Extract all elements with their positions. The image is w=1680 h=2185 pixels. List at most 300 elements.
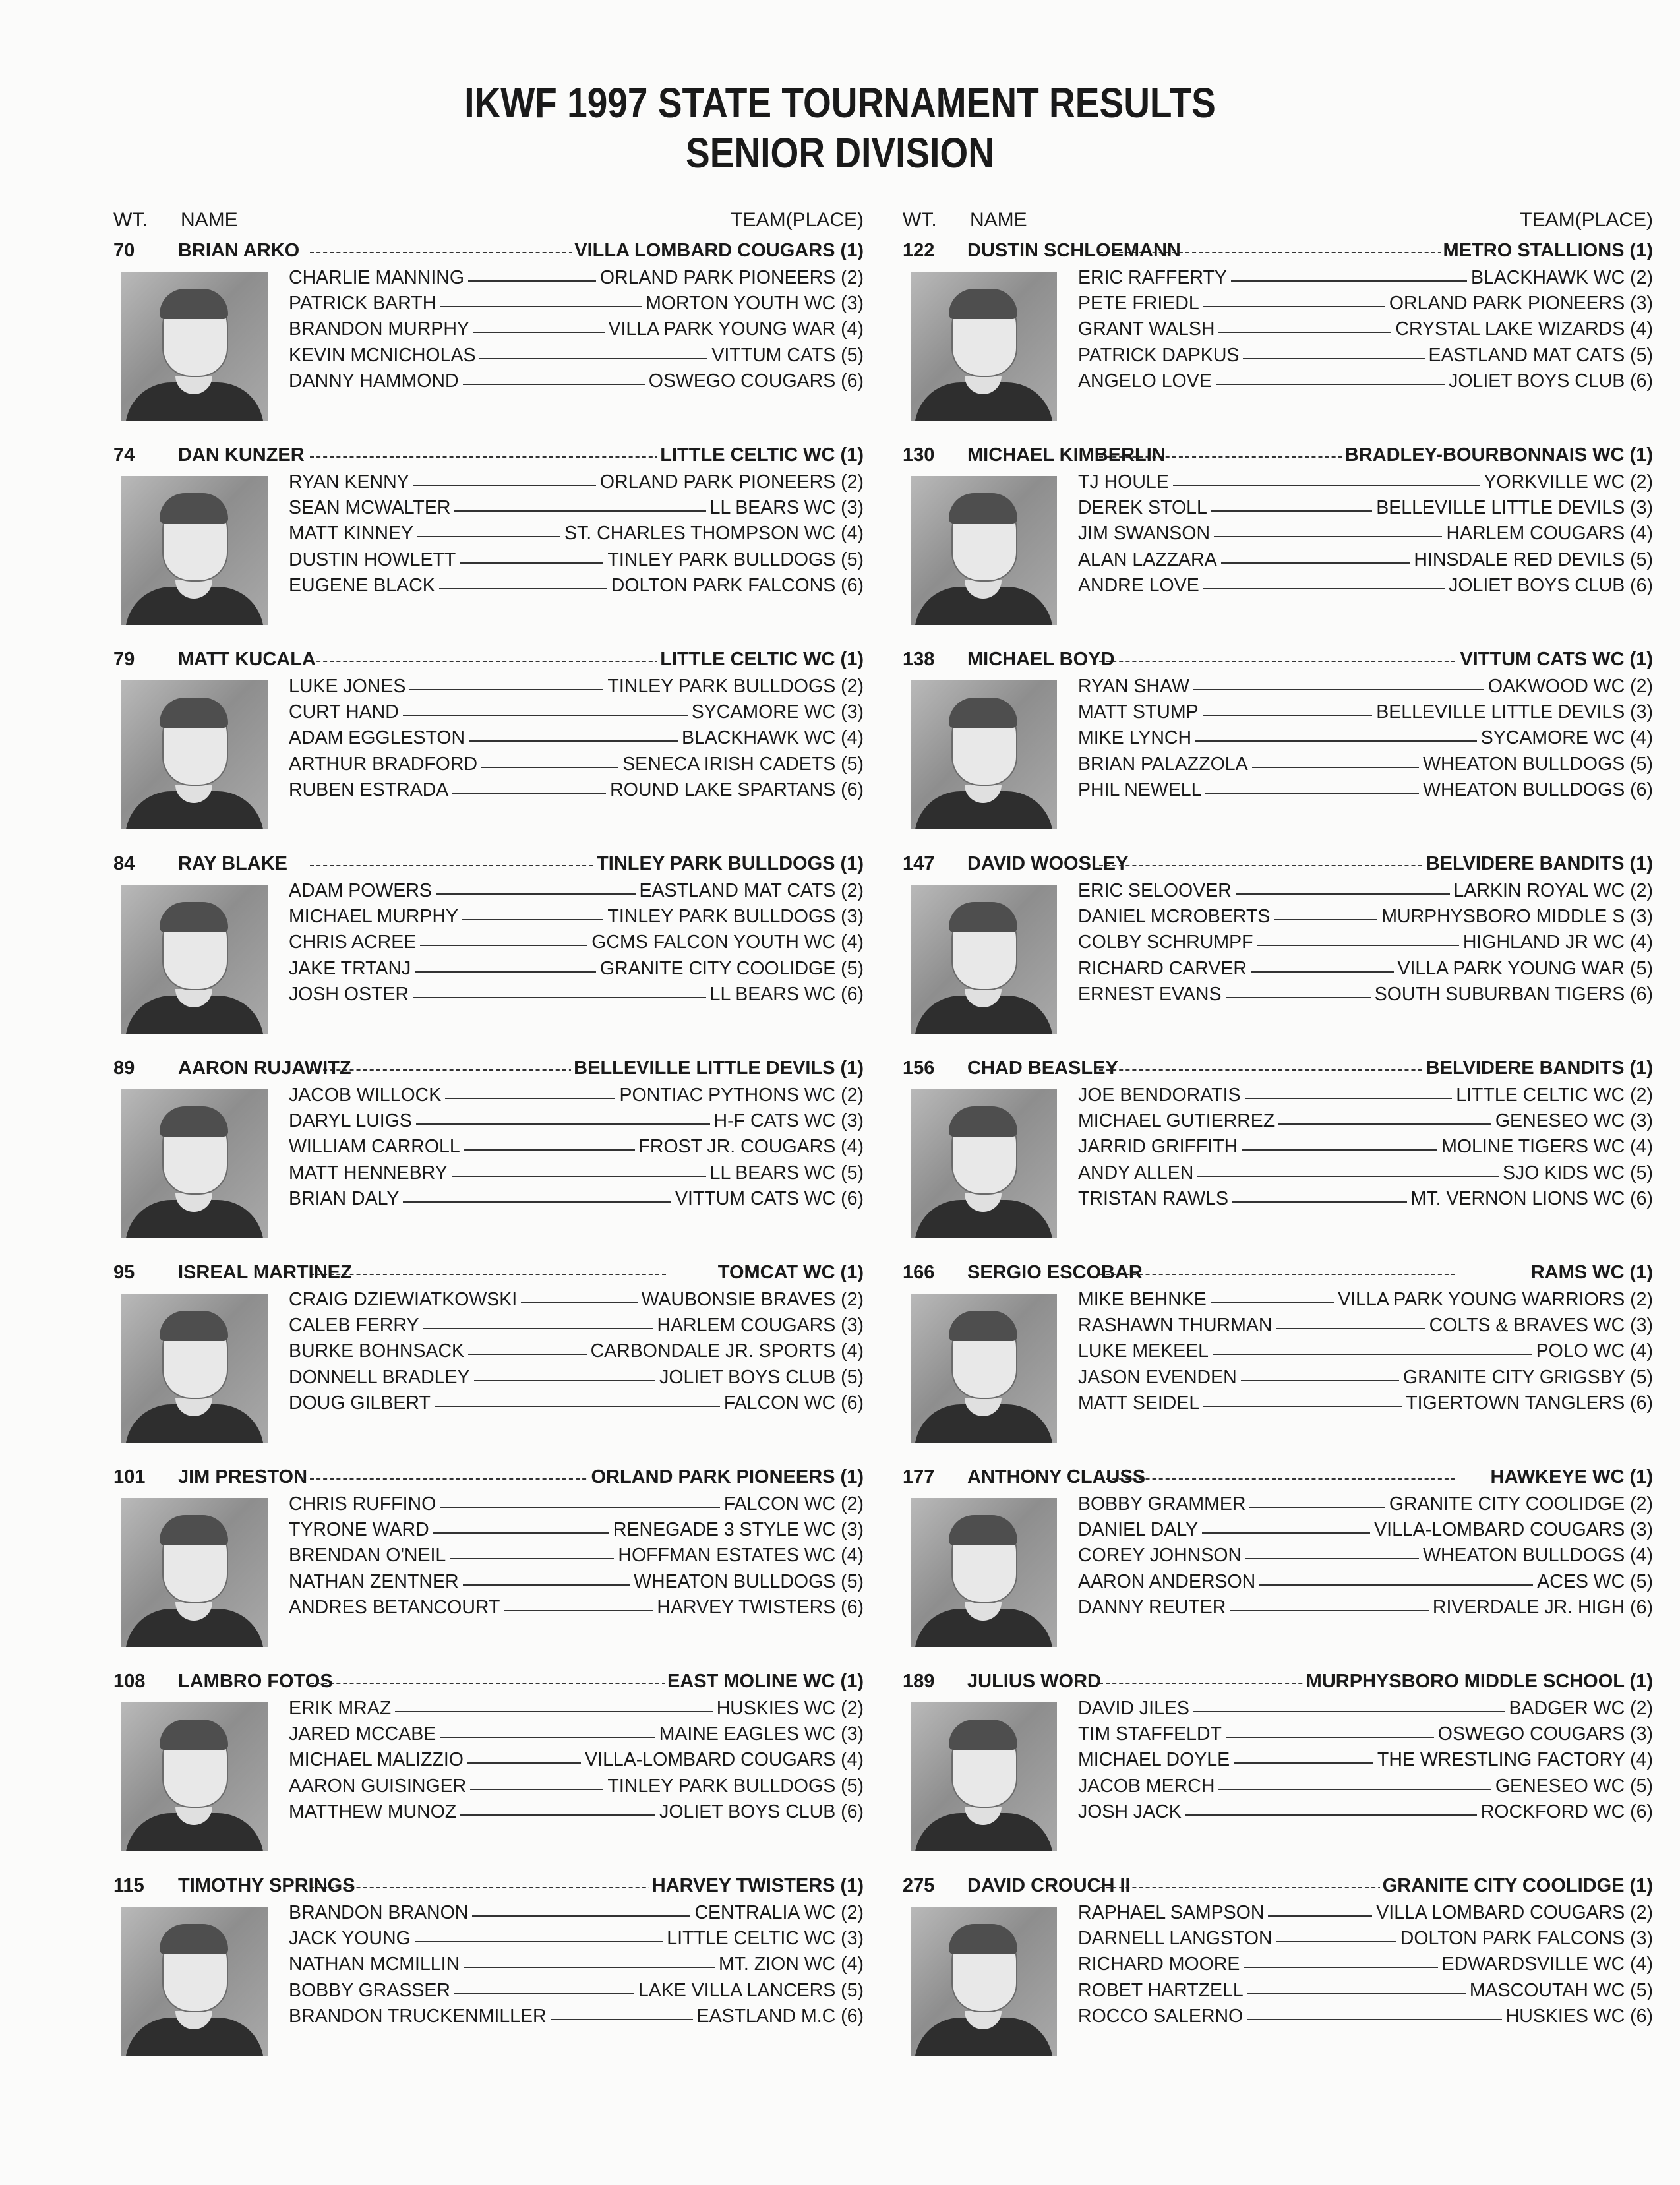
placer-team: RENEGADE 3 STYLE WC (3) bbox=[609, 1517, 864, 1543]
placer-name: JASON EVENDEN bbox=[1078, 1365, 1241, 1391]
placer-team: VILLA LOMBARD COUGARS (2) bbox=[1372, 1900, 1653, 1926]
weight-class: 189 bbox=[903, 1671, 935, 1692]
placer-name: RICHARD CARVER bbox=[1078, 956, 1251, 982]
placer-team: ROCKFORD WC (6) bbox=[1477, 1799, 1653, 1825]
leader-line bbox=[1099, 1069, 1455, 1071]
placer-name: ROCCO SALERNO bbox=[1078, 2004, 1247, 2029]
weight-class-section bbox=[112, 1054, 864, 1258]
placer-row bbox=[289, 904, 864, 930]
left-column bbox=[112, 206, 864, 2027]
placer-row bbox=[1078, 1799, 1653, 1825]
champion-name: MICHAEL KIMBERLIN bbox=[967, 444, 1166, 465]
champion-photo bbox=[121, 1702, 268, 1851]
weight-class: 84 bbox=[113, 853, 135, 874]
placer-team: YORKVILLE WC (2) bbox=[1480, 469, 1653, 495]
placer-name: BRIAN DALY bbox=[289, 1186, 403, 1212]
placer-row bbox=[289, 1747, 864, 1773]
champion-name: AARON RUJAWITZ bbox=[178, 1058, 351, 1079]
placer-team: BADGER WC (2) bbox=[1505, 1696, 1653, 1721]
placer-row bbox=[1078, 469, 1653, 495]
placer-name: CHARLIE MANNING bbox=[289, 265, 468, 291]
placer-row bbox=[1078, 1774, 1653, 1799]
placer-name: JACOB WILLOCK bbox=[289, 1083, 445, 1108]
leader-line bbox=[310, 661, 666, 662]
placer-name: NATHAN MCMILLIN bbox=[289, 1952, 464, 1977]
placer-name: RICHARD MOORE bbox=[1078, 1952, 1244, 1977]
placer-row bbox=[1078, 2004, 1653, 2029]
placer-row bbox=[289, 1721, 864, 1747]
placer-name: RYAN SHAW bbox=[1078, 674, 1193, 700]
placer-row bbox=[289, 1391, 864, 1416]
placer-name: BRANDON MURPHY bbox=[289, 316, 473, 342]
photo-hair bbox=[949, 1106, 1017, 1137]
placer-row bbox=[1078, 725, 1653, 751]
placer-team: GENESEO WC (5) bbox=[1491, 1774, 1653, 1799]
placer-list bbox=[289, 1696, 864, 1825]
champion-name: LAMBRO FOTOS bbox=[178, 1671, 333, 1692]
placer-team: ROUND LAKE SPARTANS (6) bbox=[606, 777, 864, 803]
placer-team: VITTUM CATS WC (6) bbox=[671, 1186, 864, 1212]
champion-row bbox=[112, 1054, 864, 1083]
photo-hair bbox=[949, 1515, 1017, 1545]
placer-team: HARLEM COUGARS (4) bbox=[1442, 521, 1653, 547]
placer-row bbox=[1078, 1083, 1653, 1108]
champion-row bbox=[901, 1667, 1653, 1696]
placer-name: BRENDAN O'NEIL bbox=[289, 1543, 450, 1569]
placer-row bbox=[1078, 752, 1653, 777]
placer-team: EDWARDSVILLE WC (4) bbox=[1438, 1952, 1653, 1977]
photo-hair bbox=[160, 493, 228, 524]
placer-team: CARBONDALE JR. SPORTS (4) bbox=[587, 1338, 864, 1364]
page-title: IKWF 1997 STATE TOURNAMENT RESULTS bbox=[464, 79, 1216, 127]
placer-name: CHRIS ACREE bbox=[289, 930, 420, 955]
placer-row bbox=[1078, 316, 1653, 342]
placer-row bbox=[289, 1108, 864, 1134]
placer-name: DARNELL LANGSTON bbox=[1078, 1926, 1276, 1952]
placer-name: MATT KINNEY bbox=[289, 521, 417, 547]
placer-name: JACOB MERCH bbox=[1078, 1774, 1218, 1799]
placer-row bbox=[289, 1338, 864, 1364]
team-header: TEAM(PLACE) bbox=[1520, 209, 1653, 231]
leader-line bbox=[310, 456, 666, 458]
photo-hair bbox=[949, 1311, 1017, 1341]
placer-row bbox=[289, 1134, 864, 1160]
placer-team: HINSDALE RED DEVILS (5) bbox=[1410, 547, 1653, 573]
placer-row bbox=[1078, 521, 1653, 547]
champion-photo bbox=[121, 1294, 268, 1443]
placer-name: BOBBY GRASSER bbox=[289, 1978, 454, 2004]
champion-row bbox=[112, 1871, 864, 1900]
photo-hair bbox=[949, 1924, 1017, 1954]
placer-team: EASTLAND M.C (6) bbox=[693, 2004, 864, 2029]
champion-team: TOMCAT WC (1) bbox=[715, 1258, 864, 1287]
weight-class-section bbox=[112, 1462, 864, 1667]
placer-name: BRANDON BRANON bbox=[289, 1900, 472, 1926]
placer-name: RASHAWN THURMAN bbox=[1078, 1313, 1276, 1338]
placer-team: TIGERTOWN TANGLERS (6) bbox=[1402, 1391, 1653, 1416]
weight-class-section bbox=[901, 1667, 1653, 1871]
placer-row bbox=[1078, 956, 1653, 982]
weight-class: 108 bbox=[113, 1671, 146, 1692]
placer-row bbox=[289, 495, 864, 521]
placer-team: GENESEO WC (3) bbox=[1491, 1108, 1653, 1134]
placer-team: JOLIET BOYS CLUB (6) bbox=[655, 1799, 864, 1825]
placer-name: DANNY REUTER bbox=[1078, 1595, 1230, 1621]
placer-name: WILLIAM CARROLL bbox=[289, 1134, 464, 1160]
placer-name: JARRID GRIFFITH bbox=[1078, 1134, 1242, 1160]
champion-row bbox=[112, 1667, 864, 1696]
placer-team: ST. CHARLES THOMPSON WC (4) bbox=[560, 521, 864, 547]
champion-photo bbox=[121, 1907, 268, 2056]
placer-row bbox=[1078, 700, 1653, 725]
placer-row bbox=[289, 1696, 864, 1721]
placer-row bbox=[1078, 1696, 1653, 1721]
champion-name: JIM PRESTON bbox=[178, 1466, 308, 1487]
placer-name: JOSH OSTER bbox=[289, 982, 413, 1007]
placer-row bbox=[289, 1952, 864, 1977]
champion-team: RAMS WC (1) bbox=[1528, 1258, 1653, 1287]
placer-name: ALAN LAZZARA bbox=[1078, 547, 1221, 573]
placer-team: ORLAND PARK PIONEERS (2) bbox=[596, 265, 864, 291]
column-header bbox=[112, 206, 864, 235]
placer-team: BLACKHAWK WC (2) bbox=[1467, 265, 1653, 291]
photo-hair bbox=[160, 1515, 228, 1545]
placer-team: VILLA-LOMBARD COUGARS (4) bbox=[581, 1747, 864, 1773]
champion-team: BELVIDERE BANDITS (1) bbox=[1424, 1054, 1653, 1083]
placer-team: SYCAMORE WC (4) bbox=[1477, 725, 1653, 751]
weight-class: 275 bbox=[903, 1875, 935, 1896]
weight-class: 138 bbox=[903, 649, 935, 670]
placer-row bbox=[289, 878, 864, 904]
page-subtitle: SENIOR DIVISION bbox=[686, 129, 994, 177]
weight-class: 156 bbox=[903, 1058, 935, 1079]
placer-name: PETE FRIEDL bbox=[1078, 291, 1203, 316]
placer-team: MT. ZION WC (4) bbox=[715, 1952, 864, 1977]
team-header: TEAM(PLACE) bbox=[731, 209, 864, 231]
placer-name: ANDY ALLEN bbox=[1078, 1160, 1197, 1186]
placer-list bbox=[1078, 1491, 1653, 1621]
placer-row bbox=[1078, 1160, 1653, 1186]
placer-team: WHEATON BULLDOGS (6) bbox=[1419, 777, 1653, 803]
placer-row bbox=[1078, 1569, 1653, 1595]
champion-photo bbox=[121, 476, 268, 625]
placer-row bbox=[289, 1900, 864, 1926]
placer-row bbox=[289, 956, 864, 982]
placer-name: AARON GUISINGER bbox=[289, 1774, 470, 1799]
weight-class: 177 bbox=[903, 1466, 935, 1487]
placer-row bbox=[289, 1365, 864, 1391]
photo-hair bbox=[949, 698, 1017, 728]
weight-class: 115 bbox=[113, 1875, 144, 1896]
champion-row bbox=[901, 1258, 1653, 1287]
placer-row bbox=[289, 700, 864, 725]
placer-row bbox=[1078, 1543, 1653, 1569]
placer-team: SYCAMORE WC (3) bbox=[688, 700, 864, 725]
champion-row bbox=[112, 645, 864, 674]
placer-team: HUSKIES WC (6) bbox=[1502, 2004, 1653, 2029]
weight-class: 79 bbox=[113, 649, 135, 670]
placer-team: LITTLE CELTIC WC (2) bbox=[1452, 1083, 1653, 1108]
placer-team: HUSKIES WC (2) bbox=[713, 1696, 864, 1721]
placer-row bbox=[1078, 904, 1653, 930]
placer-team: TINLEY PARK BULLDOGS (5) bbox=[603, 1774, 864, 1799]
placer-name: TIM STAFFELDT bbox=[1078, 1721, 1226, 1747]
placer-row bbox=[289, 725, 864, 751]
champion-row bbox=[901, 440, 1653, 469]
placer-team: SJO KIDS WC (5) bbox=[1499, 1160, 1653, 1186]
champion-team: BELLEVILLE LITTLE DEVILS (1) bbox=[571, 1054, 864, 1083]
champion-photo bbox=[121, 272, 268, 421]
champion-photo bbox=[911, 680, 1057, 829]
placer-row bbox=[1078, 547, 1653, 573]
placer-name: MICHAEL MURPHY bbox=[289, 904, 462, 930]
placer-row bbox=[289, 1186, 864, 1212]
placer-team: POLO WC (4) bbox=[1532, 1338, 1653, 1364]
placer-team: LITTLE CELTIC WC (3) bbox=[663, 1926, 864, 1952]
photo-hair bbox=[160, 902, 228, 932]
placer-name: COREY JOHNSON bbox=[1078, 1543, 1245, 1569]
placer-name: JOSH JACK bbox=[1078, 1799, 1185, 1825]
placer-row bbox=[1078, 1134, 1653, 1160]
placer-team: DOLTON PARK FALCONS (3) bbox=[1396, 1926, 1653, 1952]
placer-name: ERIK MRAZ bbox=[289, 1696, 395, 1721]
placer-name: ARTHUR BRADFORD bbox=[289, 752, 481, 777]
placer-team: WHEATON BULLDOGS (4) bbox=[1419, 1543, 1653, 1569]
placer-team: MORTON YOUTH WC (3) bbox=[642, 291, 864, 316]
placer-row bbox=[1078, 369, 1653, 394]
placer-name: LUKE MEKEEL bbox=[1078, 1338, 1213, 1364]
placer-team: ACES WC (5) bbox=[1533, 1569, 1653, 1595]
placer-name: DARYL LUIGS bbox=[289, 1108, 416, 1134]
placer-team: FALCON WC (6) bbox=[720, 1391, 864, 1416]
champion-team: VITTUM CATS WC (1) bbox=[1457, 645, 1653, 674]
placer-name: JACK YOUNG bbox=[289, 1926, 415, 1952]
champion-name: DAVID WOOSLEY bbox=[967, 853, 1129, 874]
weight-class-section bbox=[901, 1871, 1653, 2076]
placer-name: DONNELL BRADLEY bbox=[289, 1365, 474, 1391]
placer-name: MICHAEL DOYLE bbox=[1078, 1747, 1234, 1773]
placer-name: JOE BENDORATIS bbox=[1078, 1083, 1245, 1108]
champion-photo bbox=[911, 1498, 1057, 1647]
leader-line bbox=[310, 1887, 666, 1888]
placer-team: LL BEARS WC (6) bbox=[706, 982, 864, 1007]
placer-team: HARVEY TWISTERS (6) bbox=[653, 1595, 864, 1621]
placer-team: JOLIET BOYS CLUB (6) bbox=[1445, 573, 1653, 599]
champion-photo bbox=[121, 1498, 268, 1647]
leader-line bbox=[310, 1683, 666, 1684]
champion-row bbox=[901, 236, 1653, 265]
champion-team: METRO STALLIONS (1) bbox=[1441, 236, 1653, 265]
placer-team: WHEATON BULLDOGS (5) bbox=[1419, 752, 1653, 777]
placer-team: HIGHLAND JR WC (4) bbox=[1459, 930, 1653, 955]
placer-team: COLTS & BRAVES WC (3) bbox=[1425, 1313, 1653, 1338]
placer-team: PONTIAC PYTHONS WC (2) bbox=[615, 1083, 864, 1108]
placer-name: LUKE JONES bbox=[289, 674, 409, 700]
placer-row bbox=[1078, 930, 1653, 955]
champion-team: GRANITE CITY COOLIDGE (1) bbox=[1380, 1871, 1653, 1900]
placer-row bbox=[1078, 982, 1653, 1007]
placer-name: AARON ANDERSON bbox=[1078, 1569, 1259, 1595]
champion-team: BELVIDERE BANDITS (1) bbox=[1424, 849, 1653, 878]
champion-photo bbox=[911, 1089, 1057, 1238]
champion-name: MICHAEL BOYD bbox=[967, 649, 1115, 670]
champion-photo bbox=[121, 1089, 268, 1238]
placer-row bbox=[1078, 1517, 1653, 1543]
placer-name: ANGELO LOVE bbox=[1078, 369, 1216, 394]
placer-team: MT. VERNON LIONS WC (6) bbox=[1407, 1186, 1653, 1212]
photo-hair bbox=[949, 493, 1017, 524]
placer-team: MAINE EAGLES WC (3) bbox=[655, 1721, 864, 1747]
placer-row bbox=[1078, 265, 1653, 291]
placer-name: ANDRE LOVE bbox=[1078, 573, 1203, 599]
champion-team: LITTLE CELTIC WC (1) bbox=[657, 645, 864, 674]
weight-class-section bbox=[112, 1667, 864, 1871]
placer-list bbox=[1078, 1287, 1653, 1416]
placer-team: BELLEVILLE LITTLE DEVILS (3) bbox=[1372, 700, 1653, 725]
placer-row bbox=[289, 1491, 864, 1517]
placer-row bbox=[289, 2004, 864, 2029]
placer-row bbox=[1078, 1491, 1653, 1517]
leader-line bbox=[310, 1274, 666, 1275]
placer-row bbox=[289, 1543, 864, 1569]
placer-name: NATHAN ZENTNER bbox=[289, 1569, 463, 1595]
champion-name: BRIAN ARKO bbox=[178, 240, 300, 261]
placer-list bbox=[1078, 469, 1653, 599]
placer-name: MIKE BEHNKE bbox=[1078, 1287, 1211, 1313]
placer-team: GCMS FALCON YOUTH WC (4) bbox=[587, 930, 864, 955]
placer-team: VILLA PARK YOUNG WAR (5) bbox=[1394, 956, 1654, 982]
champion-name: DAN KUNZER bbox=[178, 444, 305, 465]
champion-name: DAVID CROUCH II bbox=[967, 1875, 1131, 1896]
placer-name: MATT SEIDEL bbox=[1078, 1391, 1203, 1416]
weight-class: 70 bbox=[113, 240, 135, 261]
placer-team: DOLTON PARK FALCONS (6) bbox=[607, 573, 864, 599]
placer-name: MATTHEW MUNOZ bbox=[289, 1799, 460, 1825]
placer-name: BOBBY GRAMMER bbox=[1078, 1491, 1249, 1517]
placer-row bbox=[289, 1287, 864, 1313]
placer-name: CALEB FERRY bbox=[289, 1313, 423, 1338]
placer-row bbox=[289, 1799, 864, 1825]
champion-team: LITTLE CELTIC WC (1) bbox=[657, 440, 864, 469]
placer-row bbox=[289, 316, 864, 342]
placer-list bbox=[289, 469, 864, 599]
champion-photo bbox=[911, 885, 1057, 1034]
placer-name: BRANDON TRUCKENMILLER bbox=[289, 2004, 551, 2029]
champion-team: TINLEY PARK BULLDOGS (1) bbox=[594, 849, 864, 878]
leader-line bbox=[1099, 1478, 1455, 1480]
placer-team: SENECA IRISH CADETS (5) bbox=[618, 752, 864, 777]
leader-line bbox=[1099, 661, 1455, 662]
placer-row bbox=[289, 573, 864, 599]
placer-list bbox=[289, 878, 864, 1007]
placer-name: DOUG GILBERT bbox=[289, 1391, 435, 1416]
placer-team: TINLEY PARK BULLDOGS (2) bbox=[603, 674, 864, 700]
placer-name: TJ HOULE bbox=[1078, 469, 1173, 495]
placer-name: TYRONE WARD bbox=[289, 1517, 433, 1543]
champion-row bbox=[901, 1054, 1653, 1083]
weight-class-section bbox=[901, 1258, 1653, 1462]
placer-row bbox=[289, 1595, 864, 1621]
champion-name: SERGIO ESCOBAR bbox=[967, 1262, 1143, 1283]
weight-class-section bbox=[901, 1054, 1653, 1258]
placer-row bbox=[289, 1083, 864, 1108]
placer-team: JOLIET BOYS CLUB (6) bbox=[1445, 369, 1653, 394]
placer-list bbox=[1078, 1083, 1653, 1212]
placer-name: DANIEL DALY bbox=[1078, 1517, 1202, 1543]
placer-row bbox=[1078, 878, 1653, 904]
leader-line bbox=[1099, 865, 1455, 866]
weight-class-section bbox=[112, 849, 864, 1054]
placer-row bbox=[1078, 1313, 1653, 1338]
champion-photo bbox=[911, 476, 1057, 625]
champion-team: HAWKEYE WC (1) bbox=[1488, 1462, 1654, 1491]
placer-row bbox=[1078, 1391, 1653, 1416]
photo-hair bbox=[160, 698, 228, 728]
photo-hair bbox=[949, 902, 1017, 932]
weight-class-section bbox=[112, 645, 864, 849]
champion-team: EAST MOLINE WC (1) bbox=[665, 1667, 864, 1696]
placer-team: HARLEM COUGARS (3) bbox=[653, 1313, 864, 1338]
champion-row bbox=[112, 440, 864, 469]
placer-list bbox=[289, 1083, 864, 1212]
photo-hair bbox=[160, 1311, 228, 1341]
placer-row bbox=[1078, 1952, 1653, 1977]
column-header bbox=[901, 206, 1653, 235]
placer-name: SEAN MCWALTER bbox=[289, 495, 454, 521]
placer-row bbox=[289, 1774, 864, 1799]
photo-hair bbox=[949, 1720, 1017, 1750]
placer-team: SOUTH SUBURBAN TIGERS (6) bbox=[1371, 982, 1653, 1007]
placer-team: OSWEGO COUGARS (6) bbox=[645, 369, 864, 394]
placer-row bbox=[1078, 1365, 1653, 1391]
placer-team: THE WRESTLING FACTORY (4) bbox=[1373, 1747, 1653, 1773]
weight-class-section bbox=[901, 645, 1653, 849]
placer-name: ADAM POWERS bbox=[289, 878, 436, 904]
placer-name: KEVIN MCNICHOLAS bbox=[289, 343, 479, 369]
champion-name: RAY BLAKE bbox=[178, 853, 287, 874]
placer-team: WHEATON BULLDOGS (5) bbox=[630, 1569, 864, 1595]
placer-name: PATRICK DAPKUS bbox=[1078, 343, 1243, 369]
placer-team: VITTUM CATS (5) bbox=[707, 343, 864, 369]
champion-name: DUSTIN SCHLOEMANN bbox=[967, 240, 1181, 261]
placer-name: GRANT WALSH bbox=[1078, 316, 1218, 342]
champion-name: JULIUS WORD bbox=[967, 1671, 1101, 1692]
champion-photo bbox=[911, 1907, 1057, 2056]
placer-row bbox=[1078, 1721, 1653, 1747]
champion-row bbox=[112, 1258, 864, 1287]
placer-name: CURT HAND bbox=[289, 700, 403, 725]
champion-row bbox=[901, 1871, 1653, 1900]
placer-name: DUSTIN HOWLETT bbox=[289, 547, 460, 573]
champion-row bbox=[901, 849, 1653, 878]
placer-row bbox=[1078, 777, 1653, 803]
placer-name: EUGENE BLACK bbox=[289, 573, 439, 599]
placer-team: TINLEY PARK BULLDOGS (5) bbox=[603, 547, 864, 573]
placer-name: PATRICK BARTH bbox=[289, 291, 440, 316]
weight-class: 147 bbox=[903, 853, 935, 874]
right-column bbox=[901, 206, 1653, 2027]
placer-team: FROST JR. COUGARS (4) bbox=[635, 1134, 864, 1160]
placer-row bbox=[289, 1926, 864, 1952]
placer-team: VILLA PARK YOUNG WAR (4) bbox=[605, 316, 864, 342]
champion-team: VILLA LOMBARD COUGARS (1) bbox=[572, 236, 864, 265]
placer-row bbox=[289, 1569, 864, 1595]
placer-row bbox=[289, 777, 864, 803]
placer-list bbox=[289, 265, 864, 394]
champion-name: ISREAL MARTINEZ bbox=[178, 1262, 352, 1283]
placer-list bbox=[1078, 1696, 1653, 1825]
placer-name: MICHAEL GUTIERREZ bbox=[1078, 1108, 1278, 1134]
